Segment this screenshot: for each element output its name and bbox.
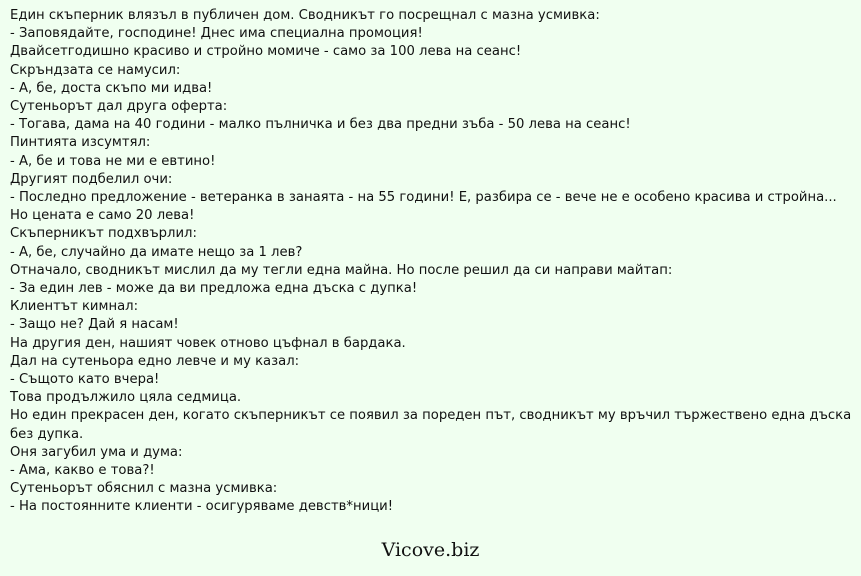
joke-line: - Тогава, дама на 40 години - малко пълничка и без два предни зъба - 50 лева на сеанс! (10, 117, 631, 133)
joke-line: Сутеньорът обяснил с мазна усмивка: (10, 481, 278, 497)
joke-line: - А, бе и това не ми е евтино! (10, 153, 216, 169)
joke-line: Скръндзата се намусил: (10, 62, 181, 78)
joke-line: Но един прекрасен ден, когато скъперникът се появил за пореден път, сводникът му връчил тържествено една дъска без дупка. (10, 408, 852, 442)
joke-line: - Последно предложение - ветеранка в занаята - на 55 години! Е, разбира се - вече не е особено красива и стройна... Но цената е само 20 лева! (10, 190, 837, 224)
joke-line: Двайсетгодишно красиво и стройно момиче - само за 100 лева на сеанс! (10, 44, 522, 60)
site-watermark: Vicove.biz (381, 539, 480, 561)
joke-line: - Същото като вчера! (10, 372, 160, 388)
joke-line: Пинтията изсумтял: (10, 135, 151, 151)
joke-line: - Ама, какво е това?! (10, 463, 155, 479)
joke-line: Това продължило цяла седмица. (10, 390, 242, 406)
joke-line: Клиентът кимнал: (10, 299, 139, 315)
joke-text (10, 7, 855, 517)
joke-line: - А, бе, доста скъпо ми идва! (10, 80, 213, 96)
joke-line: Дал на сутеньора едно левче и му казал: (10, 353, 300, 369)
joke-line: Оня загубил ума и дума: (10, 444, 183, 460)
joke-line: - На постоянните клиенти - осигуряваме девств*ници! (10, 499, 394, 515)
joke-line: - Заповядайте, господине! Днес има специална промоция! (10, 26, 423, 42)
joke-line: Скъперникът подхвърлил: (10, 226, 197, 242)
joke-line: - За един лев - може да ви предложа една дъска с дупка! (10, 281, 418, 297)
joke-line: Отначало, сводникът мислил да му тегли една майна. Но после решил да си направи майтап: (10, 262, 673, 278)
joke-line: Другият подбелил очи: (10, 171, 173, 187)
joke-line: - Защо не? Дай я насам! (10, 317, 179, 333)
joke-line: Сутеньорът дал друга оферта: (10, 99, 228, 115)
joke-line: - А, бе, случайно да имате нещо за 1 лев? (10, 244, 303, 260)
joke-line: Един скъперник влязъл в публичен дом. Сводникът го посрещнал с мазна усмивка: (10, 8, 600, 23)
joke-line: На другия ден, нашият човек отново цъфнал в бардака. (10, 335, 406, 351)
